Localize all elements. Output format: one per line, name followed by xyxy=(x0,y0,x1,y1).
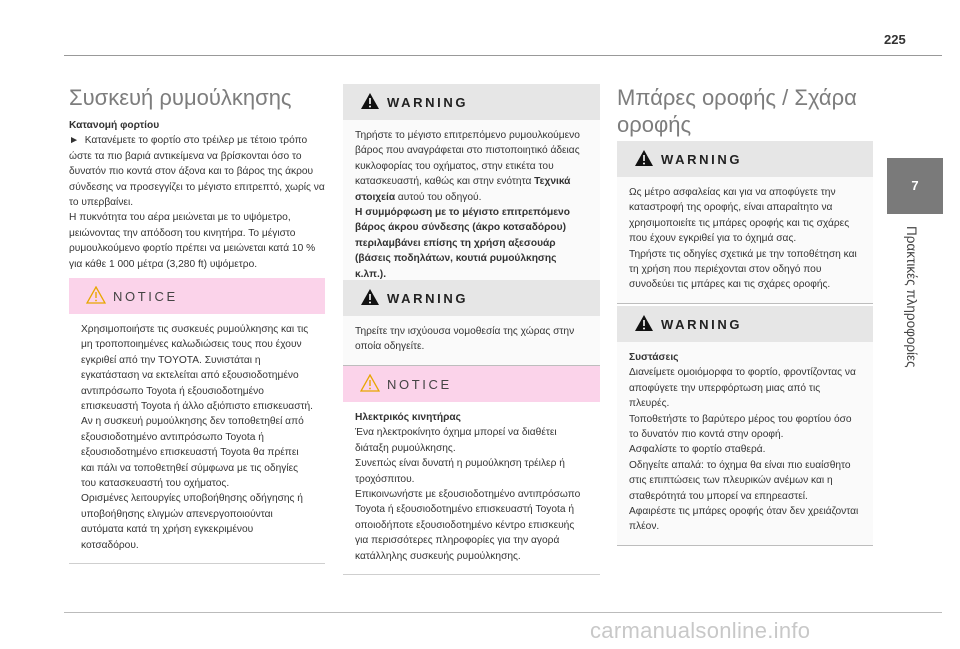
warning-subheading: Συστάσεις xyxy=(629,352,679,363)
notice-paragraph: Επικοινωνήστε με εξουσιοδοτημένο αντιπρόσωπο Toyota ή εξουσιοδοτημένο επισκευαστή Toyota ή οποιοδήποτε εξουσιοδοτημένο κέντρο επισκευής για περισσότερες πληροφορίες για την αγορά κατάλληλης συσκευής ρυμούλκησης. xyxy=(355,489,581,562)
roof-bars-heading-line2: οροφής xyxy=(617,112,692,137)
notice-triangle-icon xyxy=(86,286,106,304)
notice-body xyxy=(343,402,600,574)
warning-paragraph: Ως μέτρο ασφαλείας και για να αποφύγετε την καταστροφή της οροφής, είναι απαραίτητο να χρησιμοποιείτε τις μπάρες οροφής και τις σχάρες που έχουν εγκριθεί για το όχημά σας. xyxy=(629,187,850,245)
warning-header xyxy=(617,141,873,177)
chapter-tab[interactable]: 7 xyxy=(887,158,943,214)
warning-triangle-icon xyxy=(360,288,380,306)
load-distribution-paragraph xyxy=(69,133,325,210)
load-distribution-body: Κατανέμετε το φορτίο στο τρέιλερ με τέτοιο τρόπο ώστε τα πιο βαριά αντικείμενα να βρίσκονται όσο το δυνατόν πιο κοντά στον άξονα και το βάρος της άκρου σύνδεσης να προσεγγίζει το μέγιστο επιτρεπτό, χωρίς να το υπερβαίνει. xyxy=(69,135,325,209)
chapter-label: Πρακτικές πληροφορίες xyxy=(904,226,919,368)
notice-header xyxy=(343,366,600,402)
warning-body xyxy=(617,177,873,303)
technical-data-reference: Τεχνικά στοιχεία xyxy=(355,176,571,203)
notice-paragraph: Συνεπώς είναι δυνατή η ρυμούλκηση τρέιλερ ή τροχόσπιτου. xyxy=(355,458,565,485)
notice-box-towing xyxy=(69,278,325,564)
notice-header xyxy=(69,278,325,314)
altitude-paragraph: Η πυκνότητα του αέρα μειώνεται με το υψόμετρο, μειώνοντας την απόδοση του κινητήρα. Το μέγιστο ρυμουλκούμενο φορτίο πρέπει να μειώνεται κατά 10 % για κάθε 1 000 μέτρα (3,280 ft) υψόμετρο. xyxy=(69,212,316,270)
warning-header xyxy=(343,84,600,120)
warning-bold-paragraph: Η συμμόρφωση με το μέγιστο επιτρεπόμενο βάρος άκρου σύνδεσης (άκρο κοτσαδόρου) περιλαμβάνει επίσης τη χρήση αξεσουάρ (βάσεις ποδηλάτων, κουτιά ρυμούλκησης κ.λπ.). xyxy=(355,207,570,280)
warning-body xyxy=(343,120,600,292)
top-divider xyxy=(64,55,942,56)
warning-paragraph: Τηρείτε την ισχύουσα νομοθεσία της χώρας στην οποία οδηγείτε. xyxy=(355,326,575,353)
warning-body xyxy=(343,316,600,365)
notice-title: NOTICE xyxy=(387,377,452,392)
bottom-divider xyxy=(64,612,942,613)
page-number: 225 xyxy=(884,32,906,47)
notice-title: NOTICE xyxy=(113,289,178,304)
notice-box-electric xyxy=(343,366,600,575)
load-distribution-text xyxy=(69,118,325,272)
notice-triangle-icon xyxy=(360,374,380,392)
roof-bars-heading-line1: Μπάρες οροφής / Σχάρα xyxy=(617,85,857,110)
warning-box-roof-recommendations xyxy=(617,306,873,546)
warning-paragraph: Διανείμετε ομοιόμορφα το φορτίο, φροντίζοντας να αποφύγετε την υπερφόρτωση μιας από τις πλευρές. xyxy=(629,367,856,410)
warning-paragraph xyxy=(355,128,588,205)
warning-paragraph: Ασφαλίστε το φορτίο σταθερά. xyxy=(629,444,766,456)
warning-text: Τηρήστε το μέγιστο επιτρεπόμενο ρυμουλκούμενο βάρος που αναγράφεται στο πιστοποιητικό άδειας κυκλοφορίας του οχήματος, στην ετικέτα του κατασκευαστή, καθώς και στην ενότητα xyxy=(355,130,580,188)
warning-header xyxy=(617,306,873,342)
warning-triangle-icon xyxy=(360,92,380,110)
notice-paragraph: Ένα ηλεκτροκίνητο όχημα μπορεί να διαθέτει διάταξη ρυμούλκησης. xyxy=(355,427,557,454)
warning-box-legislation xyxy=(343,280,600,366)
warning-header xyxy=(343,280,600,316)
warning-box-roof-approval xyxy=(617,141,873,304)
section-heading-roof-bars xyxy=(617,84,857,138)
warning-triangle-icon xyxy=(634,149,654,167)
notice-paragraph: Ορισμένες λειτουργίες υποβοήθησης οδήγησης ή υποβοήθησης ελιγμών απενεργοποιούνται αυτόματα κατά τη χρήση εγκεκριμένου κοτσαδόρου. xyxy=(81,493,303,551)
warning-paragraph: Τοποθετήστε το βαρύτερο μέρος του φορτίου όσο το δυνατόν πιο κοντά στην οροφή. xyxy=(629,413,852,441)
notice-paragraph: Χρησιμοποιήστε τις συσκευές ρυμούλκησης και τις μη τροποποιημένες καλωδιώσεις τους που έχουν εγκριθεί από την TOYOTA. Συνιστάται η εγκατάσταση να εκτελείται από εξουσιοδοτημένο αντιπρόσωπο Toyota ή εξουσιοδοτημένο επισκευαστή Toyota ή άλλο αξιόπιστο επισκευαστή. xyxy=(81,324,314,413)
section-heading-towing: Συσκευή ρυμούλκησης xyxy=(69,85,292,110)
notice-subheading: Ηλεκτρικός κινητήρας xyxy=(355,412,461,423)
watermark: carmanualsonline.info xyxy=(590,618,811,643)
warning-triangle-icon xyxy=(634,314,654,332)
warning-title: WARNING xyxy=(661,317,743,332)
warning-title: WARNING xyxy=(387,95,469,110)
load-distribution-subheading: Κατανομή φορτίου xyxy=(69,120,160,131)
bullet-arrow-icon: ► xyxy=(69,135,80,147)
warning-text: αυτού του οδηγού. xyxy=(395,191,482,203)
warning-title: WARNING xyxy=(387,291,469,306)
warning-paragraph: Οδηγείτε απαλά: το όχημα θα είναι πιο ευαίσθητο στις επιπτώσεις των πλευρικών ανέμων και η σταθερότητά του μπορεί να επηρεαστεί. xyxy=(629,459,851,502)
notice-body xyxy=(69,314,325,563)
warning-box-weight xyxy=(343,84,600,293)
warning-paragraph: Τηρήστε τις οδηγίες σχετικά με την τοποθέτηση και τη χρήση που περιέχονται στον οδηγό που συνοδεύει τις μπάρες και τις σχάρες οροφής. xyxy=(629,248,857,291)
notice-paragraph: Αν η συσκευή ρυμούλκησης δεν τοποθετηθεί από εξουσιοδοτημένο αντιπρόσωπο Toyota ή εξουσιοδοτημένο επισκευαστή Toyota θα πρέπει και πάλι να τοποθετηθεί σύμφωνα με τις οδηγίες του κατασκευαστή του οχήματος. xyxy=(81,416,304,490)
warning-body xyxy=(617,342,873,545)
warning-title: WARNING xyxy=(661,152,743,167)
warning-paragraph: Αφαιρέστε τις μπάρες οροφής όταν δεν χρειάζονται πλέον. xyxy=(629,506,859,533)
